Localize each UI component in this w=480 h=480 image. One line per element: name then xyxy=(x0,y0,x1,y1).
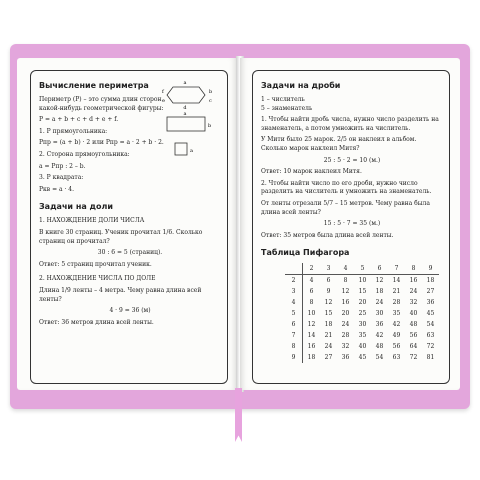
table-cell: 25 xyxy=(358,309,367,317)
task2-title: 2. НАХОЖДЕНИЕ ЧИСЛА ПО ДОЛЕ xyxy=(39,275,156,283)
table-row-label: 8 xyxy=(285,341,303,352)
table-row xyxy=(285,341,439,352)
table-cell: 32 xyxy=(409,298,418,306)
square-label: 3. P квадрата: xyxy=(39,174,84,182)
table-cell: 12 xyxy=(341,287,350,295)
shape-label-a: a xyxy=(183,80,187,86)
geometry-figures xyxy=(162,80,225,185)
shape-label-square-a: a xyxy=(190,148,193,154)
table-row-label: 4 xyxy=(285,297,303,308)
table-cell: 35 xyxy=(358,331,367,339)
task1-answer: Ответ: 5 страниц прочитал ученик. xyxy=(39,260,152,268)
table-cell: 16 xyxy=(409,276,418,284)
table-header-cell: 9 xyxy=(422,263,439,275)
fraction-title: Задачи на доли xyxy=(39,202,113,212)
table-cell: 45 xyxy=(426,309,435,317)
table-cell: 42 xyxy=(392,320,401,328)
table-cell: 18 xyxy=(307,353,316,361)
table-row xyxy=(285,286,439,297)
table-row xyxy=(285,275,439,287)
table-cell: 64 xyxy=(409,342,418,350)
shape-label-c: c xyxy=(209,98,212,104)
table-cell: 63 xyxy=(392,353,401,361)
table-cell: 45 xyxy=(358,353,367,361)
rule2-text: 2. Чтобы найти число по его дроби, нужно число разделить на числитель и умножить на знаменатель. xyxy=(261,179,432,196)
table-header-cell: 8 xyxy=(405,263,422,275)
table-cell: 24 xyxy=(341,320,350,328)
table-header-cell: 2 xyxy=(303,263,321,275)
table-cell: 10 xyxy=(358,276,367,284)
denominator-label: 5 – знаменатель xyxy=(261,104,313,112)
task2-text: Длина 1/9 ленты – 4 метра. Чему равна длина всей ленты? xyxy=(39,286,202,303)
table-cell: 8 xyxy=(309,298,314,306)
shape-label-e: e xyxy=(162,98,165,104)
shape-label-b: b xyxy=(209,89,213,95)
left-page-frame xyxy=(30,70,228,384)
table-row-label: 9 xyxy=(285,352,303,363)
table-cell: 48 xyxy=(409,320,418,328)
fractions-task1-calc: 25 : 5 · 2 = 10 (м.) xyxy=(323,156,381,164)
table-cell: 36 xyxy=(341,353,350,361)
table-cell: 56 xyxy=(392,342,401,350)
table-cell: 24 xyxy=(324,342,333,350)
table-cell: 28 xyxy=(341,331,350,339)
fractions-task2-answer: Ответ: 35 метров была длина всей ленты. xyxy=(261,231,394,239)
table-cell: 28 xyxy=(392,298,401,306)
fractions-title: Задачи на дроби xyxy=(261,81,341,90)
table-corner-cell xyxy=(285,263,303,275)
fractions-task1-answer: Ответ: 10 марок наклеил Митя. xyxy=(261,168,362,176)
table-header-cell: 3 xyxy=(320,263,337,275)
table-row-label: 6 xyxy=(285,319,303,330)
table-cell: 30 xyxy=(358,320,367,328)
table-cell: 16 xyxy=(341,298,350,306)
table-header-cell: 7 xyxy=(388,263,405,275)
table-cell: 30 xyxy=(375,309,384,317)
right-page xyxy=(240,58,460,390)
shape-label-f: f xyxy=(162,89,164,95)
table-row-label: 3 xyxy=(285,286,303,297)
shape-label-rect-a: a xyxy=(183,111,187,117)
table-cell: 81 xyxy=(426,353,435,361)
table-row xyxy=(285,352,439,363)
table-cell: 36 xyxy=(375,320,384,328)
rule1-text: 1. Чтобы найти дробь числа, нужно число разделить на знаменатель, а потом умножить на числитель. xyxy=(261,116,439,132)
table-cell: 12 xyxy=(324,298,333,306)
task1-title: 1. НАХОЖДЕНИЕ ДОЛИ ЧИСЛА xyxy=(39,217,145,225)
table-cell: 18 xyxy=(375,287,384,295)
table-cell: 72 xyxy=(409,353,418,361)
task2-calc: 4 · 9 = 36 (м) xyxy=(109,307,151,315)
table-cell: 54 xyxy=(375,353,384,361)
table-row xyxy=(285,297,439,308)
side-label: 2. Сторона прямоугольника: xyxy=(39,150,130,158)
task1-text: В книге 30 страниц. Ученик прочитал 1/6. Сколько страниц он прочитал? xyxy=(39,228,203,245)
table-cell: 49 xyxy=(392,331,401,339)
table-cell: 21 xyxy=(392,287,401,295)
right-page-frame xyxy=(252,70,450,384)
table-cell: 14 xyxy=(392,276,401,284)
table-cell: 15 xyxy=(358,287,367,295)
table-cell: 18 xyxy=(324,320,333,328)
table-cell: 9 xyxy=(326,287,331,295)
left-page xyxy=(17,58,237,390)
table-cell: 35 xyxy=(392,309,401,317)
table-header-cell: 6 xyxy=(371,263,388,275)
table-row-label: 2 xyxy=(285,275,303,287)
table-header-row xyxy=(285,263,439,275)
table-row-label: 5 xyxy=(285,308,303,319)
square-formula: Pкв = a · 4. xyxy=(39,185,75,193)
perimeter-title: Вычисление периметра xyxy=(39,81,149,90)
ribbon-bookmark xyxy=(235,388,242,442)
side-formula: a = Pпр : 2 – b. xyxy=(39,162,86,170)
shape-label-rect-b: b xyxy=(208,123,212,129)
table-cell: 12 xyxy=(307,320,316,328)
rectangle-shape xyxy=(167,117,205,131)
table-header-cell: 5 xyxy=(354,263,371,275)
table-cell: 54 xyxy=(426,320,435,328)
table-cell: 8 xyxy=(343,276,348,284)
table-cell: 6 xyxy=(326,276,331,284)
square-shape xyxy=(175,143,187,155)
table-cell: 15 xyxy=(324,309,333,317)
fractions-task2-text: От ленты отрезали 5/7 – 15 метров. Чему равна была длина всей ленты? xyxy=(261,199,430,216)
table-cell: 18 xyxy=(426,276,435,284)
table-row xyxy=(285,319,439,330)
table-cell: 27 xyxy=(426,287,435,295)
pythagoras-title: Таблица Пифагора xyxy=(261,248,350,258)
task2-answer: Ответ: 36 метров длина всей ленты. xyxy=(39,318,154,326)
table-cell: 12 xyxy=(375,276,384,284)
fractions-task2-calc: 15 : 5 · 7 = 35 (м.) xyxy=(323,220,381,228)
table-cell: 32 xyxy=(341,342,350,350)
table-row-label: 7 xyxy=(285,330,303,341)
table-cell: 10 xyxy=(307,309,316,317)
table-cell: 48 xyxy=(375,342,384,350)
table-cell: 27 xyxy=(324,353,333,361)
perimeter-definition: Периметр (P) – это сумма длин сторон какой-нибудь геометрической фигуры: xyxy=(39,96,164,112)
table-cell: 16 xyxy=(307,342,316,350)
table-row xyxy=(285,308,439,319)
table-row xyxy=(285,330,439,341)
table-cell: 36 xyxy=(426,298,435,306)
table-cell: 40 xyxy=(358,342,367,350)
numerator-label: 1 – числитель xyxy=(261,96,305,103)
hexagon-shape xyxy=(167,87,205,103)
table-cell: 4 xyxy=(309,276,314,284)
table-cell: 63 xyxy=(426,331,435,339)
shape-label-d: d xyxy=(183,105,187,111)
rectangle-label: 1. P прямоугольника: xyxy=(39,127,108,135)
table-cell: 14 xyxy=(307,331,316,339)
task1-calc: 30 : 6 = 5 (страниц). xyxy=(97,249,163,257)
table-cell: 24 xyxy=(409,287,418,295)
table-cell: 40 xyxy=(409,309,418,317)
table-cell: 56 xyxy=(409,331,418,339)
table-cell: 72 xyxy=(426,342,435,350)
fractions-task1-text: У Мити было 25 марок. 2/5 он наклеил в альбом. Сколько марок наклеил Митя? xyxy=(261,136,417,152)
table-cell: 21 xyxy=(324,331,333,339)
table-cell: 20 xyxy=(341,309,350,317)
table-header-cell: 4 xyxy=(337,263,354,275)
perimeter-formula: P = a + b + c + d + e + f. xyxy=(39,116,119,124)
pythagoras-table xyxy=(285,263,439,363)
table-cell: 6 xyxy=(309,287,314,295)
rectangle-formula: Pпр = (a + b) · 2 или Pпр = a · 2 + b · 2. xyxy=(39,139,164,147)
table-cell: 42 xyxy=(375,331,384,339)
table-cell: 24 xyxy=(375,298,384,306)
table-cell: 20 xyxy=(358,298,367,306)
